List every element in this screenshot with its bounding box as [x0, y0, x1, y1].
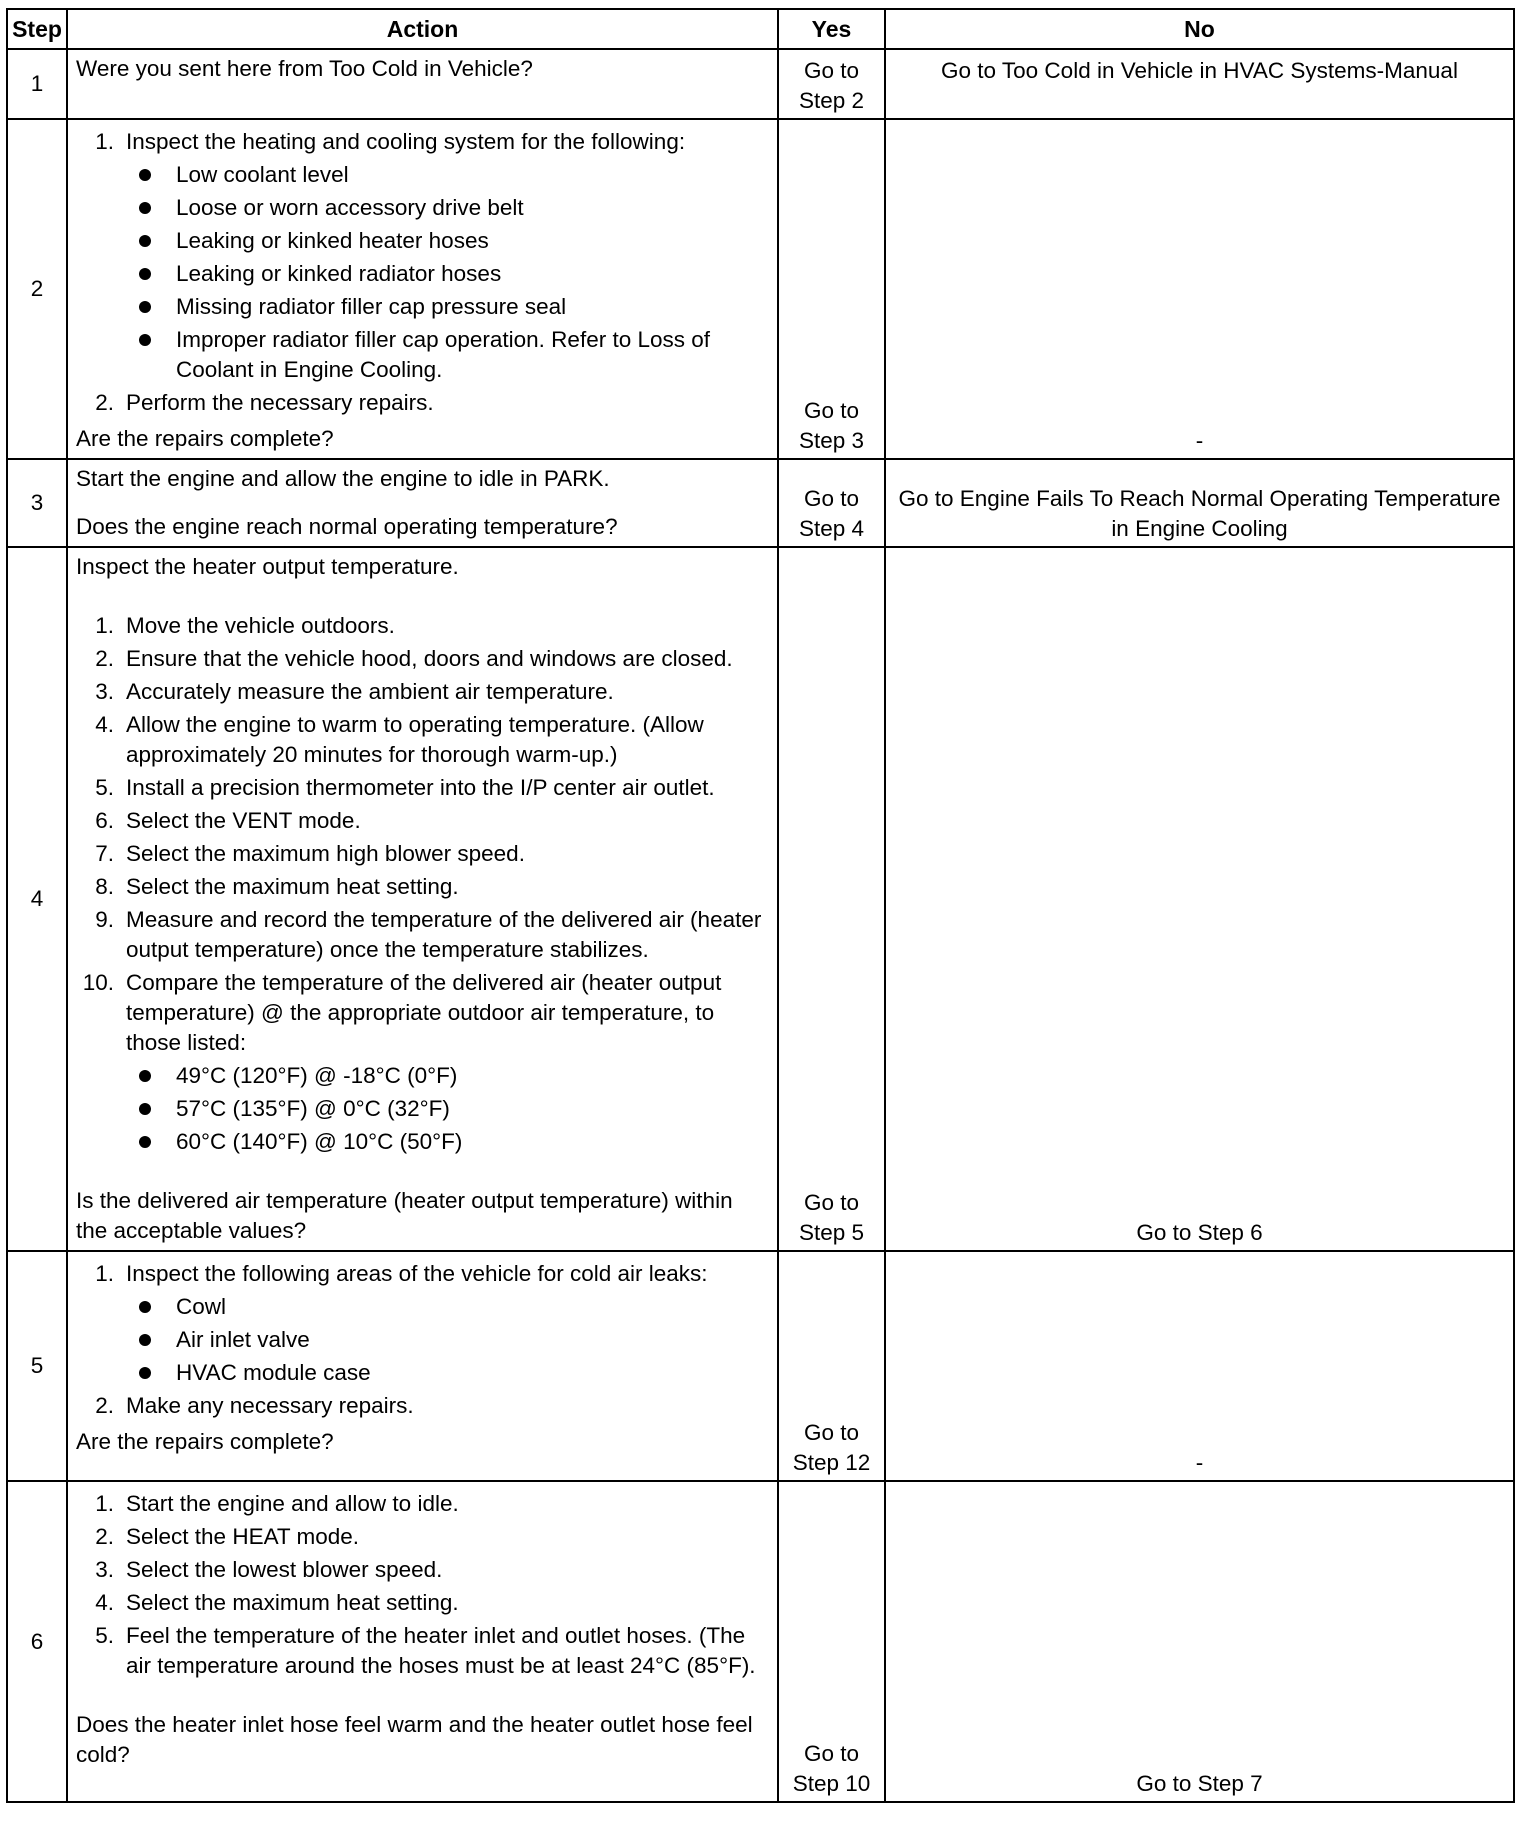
- no-cell: Go to Too Cold in Vehicle in HVAC Systems-Manual: [885, 49, 1514, 119]
- bullet-icon: [139, 235, 151, 247]
- bullet-icon: [139, 1334, 151, 1346]
- bullet-icon: [139, 268, 151, 280]
- bullet-item: Leaking or kinked heater hoses: [126, 226, 769, 256]
- yes-cell: Go to Step 3: [778, 119, 885, 459]
- bullet-icon: [139, 1070, 151, 1082]
- action-question: Are the repairs complete?: [76, 1429, 334, 1454]
- no-cell: -: [885, 119, 1514, 459]
- yes-cell: Go to Step 5: [778, 547, 885, 1251]
- table-row: [7, 49, 1514, 119]
- list-item: 6. Select the VENT mode.: [95, 808, 361, 833]
- procedure-list: [76, 1489, 769, 1681]
- action-cell: [67, 1251, 778, 1481]
- list-item: 4. Select the maximum heat setting.: [95, 1590, 459, 1615]
- bullet-item: Improper radiator filler cap operation. Refer to Loss of Coolant in Engine Cooling.: [126, 325, 769, 385]
- header-step: Step: [7, 9, 67, 49]
- bullet-icon: [139, 169, 151, 181]
- table-row: [7, 1481, 1514, 1802]
- bullet-item: Air inlet valve: [126, 1325, 769, 1355]
- action-intro: Inspect the heater output temperature.: [76, 554, 459, 579]
- bullet-item: Loose or worn accessory drive belt: [126, 193, 769, 223]
- action-cell: [67, 119, 778, 459]
- bullet-list: [126, 1292, 769, 1388]
- bullet-icon: [139, 202, 151, 214]
- step-number: 5: [7, 1251, 67, 1481]
- bullet-item: HVAC module case: [126, 1358, 769, 1388]
- yes-cell: Go to Step 12: [778, 1251, 885, 1481]
- no-cell: Go to Step 7: [885, 1481, 1514, 1802]
- action-question: Are the repairs complete?: [76, 426, 334, 451]
- bullet-icon: [139, 1136, 151, 1148]
- list-item: 2. Perform the necessary repairs.: [95, 390, 434, 415]
- bullet-icon: [139, 301, 151, 313]
- table-row: [7, 547, 1514, 1251]
- header-action: Action: [67, 9, 778, 49]
- action-question: Does the heater inlet hose feel warm and the heater outlet hose feel cold?: [76, 1712, 753, 1767]
- list-item: 1. Start the engine and allow to idle.: [95, 1491, 459, 1516]
- list-item: 2. Ensure that the vehicle hood, doors and windows are closed.: [95, 646, 733, 671]
- list-item: 5. Feel the temperature of the heater inlet and outlet hoses. (The air temperature around the hoses must be at least 24°C (85°F).: [95, 1623, 756, 1678]
- step-number: 1: [7, 49, 67, 119]
- list-item: 3. Accurately measure the ambient air temperature.: [95, 679, 614, 704]
- action-question: Does the engine reach normal operating temperature?: [76, 514, 618, 539]
- bullet-item: Missing radiator filler cap pressure seal: [126, 292, 769, 322]
- action-cell: [67, 49, 778, 119]
- yes-cell: Go to Step 4: [778, 459, 885, 547]
- header-row: [7, 9, 1514, 49]
- bullet-item: 49°C (120°F) @ -18°C (0°F): [126, 1061, 769, 1091]
- no-cell: Go to Step 6: [885, 547, 1514, 1251]
- header-no: No: [885, 9, 1514, 49]
- bullet-icon: [139, 334, 151, 346]
- no-cell: Go to Engine Fails To Reach Normal Operating Temperature in Engine Cooling: [885, 459, 1514, 547]
- list-item: 5. Install a precision thermometer into the I/P center air outlet.: [95, 775, 715, 800]
- list-item: 2. Select the HEAT mode.: [95, 1524, 360, 1549]
- list-item: 4. Allow the engine to warm to operating temperature. (Allow approximately 20 minutes for thorough warm-up.): [95, 712, 704, 767]
- step-number: 3: [7, 459, 67, 547]
- action-cell: [67, 459, 778, 547]
- bullet-icon: [139, 1367, 151, 1379]
- step-number: 6: [7, 1481, 67, 1802]
- action-intro: Were you sent here from Too Cold in Vehicle?: [76, 56, 533, 81]
- list-item: 9. Measure and record the temperature of the delivered air (heater output temperature) once the temperature stabilizes.: [95, 907, 762, 962]
- list-item: 8. Select the maximum heat setting.: [95, 874, 459, 899]
- procedure-list: [76, 127, 769, 418]
- list-item: 7. Select the maximum high blower speed.: [95, 841, 525, 866]
- yes-cell: Go to Step 2: [778, 49, 885, 119]
- table-row: [7, 119, 1514, 459]
- no-cell: -: [885, 1251, 1514, 1481]
- diagnostic-table: [6, 8, 1515, 1803]
- bullet-item: 60°C (140°F) @ 10°C (50°F): [126, 1127, 769, 1157]
- list-item: 1. Move the vehicle outdoors.: [95, 613, 395, 638]
- table-row: [7, 1251, 1514, 1481]
- bullet-item: Leaking or kinked radiator hoses: [126, 259, 769, 289]
- action-question: Is the delivered air temperature (heater output temperature) within the acceptable values?: [76, 1188, 733, 1243]
- bullet-icon: [139, 1301, 151, 1313]
- action-cell: [67, 547, 778, 1251]
- bullet-item: Low coolant level: [126, 160, 769, 190]
- list-item: 1. Inspect the heating and cooling system for the following: Low coolant level Loose or worn accessory drive belt Leaking or kinked heater hoses Leaking or kinked radiator hoses Missing radiator filler cap pressure seal Improper radiator filler cap operation. Refer to Loss of Coolant in Engine Cooling.: [76, 127, 769, 385]
- yes-cell: Go to Step 10: [778, 1481, 885, 1802]
- bullet-list: [126, 1061, 769, 1157]
- procedure-list: [76, 611, 769, 1157]
- step-number: 2: [7, 119, 67, 459]
- procedure-list: [76, 1259, 769, 1421]
- list-item: 10. Compare the temperature of the delivered air (heater output temperature) @ the appropriate outdoor air temperature, to those listed: 49°C (120°F) @ -18°C (0°F) 57°C (135°F) @ 0°C (32°F) 60°C (140°F) @ 10°C (50°F): [76, 968, 769, 1157]
- bullet-item: Cowl: [126, 1292, 769, 1322]
- bullet-list: [126, 160, 769, 385]
- bullet-item: 57°C (135°F) @ 0°C (32°F): [126, 1094, 769, 1124]
- step-number: 4: [7, 547, 67, 1251]
- list-item: 1. Inspect the following areas of the vehicle for cold air leaks: Cowl Air inlet valve HVAC module case: [76, 1259, 769, 1388]
- header-yes: Yes: [778, 9, 885, 49]
- list-item: 2. Make any necessary repairs.: [95, 1393, 414, 1418]
- action-cell: [67, 1481, 778, 1802]
- list-item: 3. Select the lowest blower speed.: [95, 1557, 443, 1582]
- table-row: [7, 459, 1514, 547]
- bullet-icon: [139, 1103, 151, 1115]
- action-intro: Start the engine and allow the engine to idle in PARK.: [76, 466, 610, 491]
